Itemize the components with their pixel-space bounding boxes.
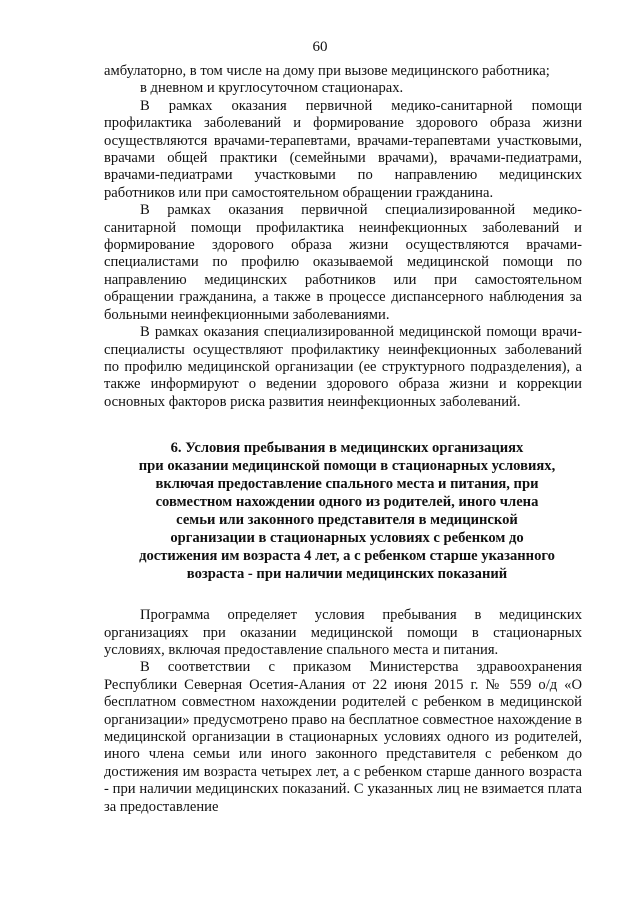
paragraph-primary-care-prevention: В рамках оказания первичной медико-санитарной помощи профилактика заболеваний и формирование здорового образа жизни осуществляются врачами-терапевтами, врачами-терапевтами участковыми, врачами общей практики (семейными врачами), врачами-педиатрами, врачами-педиатрами участковыми по направлению медицинских работников или при самостоятельном обращении гражданина.: [104, 97, 582, 201]
paragraph-specialized-care: В рамках оказания специализированной медицинской помощи врачи-специалисты осуществляют профилактику неинфекционных заболеваний по профилю медицинской организации (ее структурного подразделения), а также информируют о ведении здорового образа жизни и коррекции основных факторов риска развития неинфекционных заболеваний.: [104, 324, 582, 410]
page-number: 60: [312, 39, 328, 55]
section-heading-line: семьи или законного представителя в медицинской: [176, 512, 518, 529]
section-heading-line: организации в стационарных условиях с ребенком до: [170, 530, 524, 547]
section-heading-line: включая предоставление спального места и питания, при: [155, 476, 539, 493]
section-heading-line: совместном нахождении одного из родителей, иного члена: [155, 494, 539, 511]
paragraph-inpatient: в дневном и круглосуточном стационарах.: [140, 80, 404, 97]
section-heading-line: при оказании медицинской помощи в стационарных условиях,: [138, 458, 556, 475]
section-heading-line: 6. Условия пребывания в медицинских организациях: [170, 440, 524, 457]
paragraph-outpatient: амбулаторно, в том числе на дому при вызове медицинского работника;: [104, 63, 550, 79]
paragraph-program-conditions: Программа определяет условия пребывания в медицинских организациях при оказании медицинской помощи в стационарных условиях, включая предоставление спального места и питания.: [104, 607, 582, 658]
section-heading-line: возраста - при наличии медицинских показаний: [186, 566, 508, 583]
paragraph-ministry-order: В соответствии с приказом Министерства здравоохранения Республики Северная Осетия-Алания от 22 июня 2015 г. № 559 о/д «О бесплатном совместном нахождении родителей с ребенком в медицинской организации» предусмотрено право на бесплатное совместное нахождение в медицинской организации в стационарных условиях одного из родителей, иного члена семьи или иного законного представителя с ребенком до достижения им возраста четырех лет, а с ребенком старше данного возраста - при наличии медицинских показаний. С указанных лиц не взимается плата за предоставление: [104, 659, 582, 815]
section-heading: [104, 439, 582, 583]
page-content: [104, 63, 582, 816]
section-heading-line: достижения им возраста 4 лет, а с ребенком старше указанного: [139, 548, 555, 565]
paragraph-specialized-primary-care: В рамках оказания первичной специализированной медико-санитарной помощи профилактика неинфекционных заболеваний и формирование здорового образа жизни осуществляются врачами-специалистами по профилю оказываемой медицинской помощи по направлению медицинских работников или при самостоятельном обращении гражданина, а также в процессе диспансерного наблюдения за больными неинфекционными заболеваниями.: [104, 202, 582, 323]
